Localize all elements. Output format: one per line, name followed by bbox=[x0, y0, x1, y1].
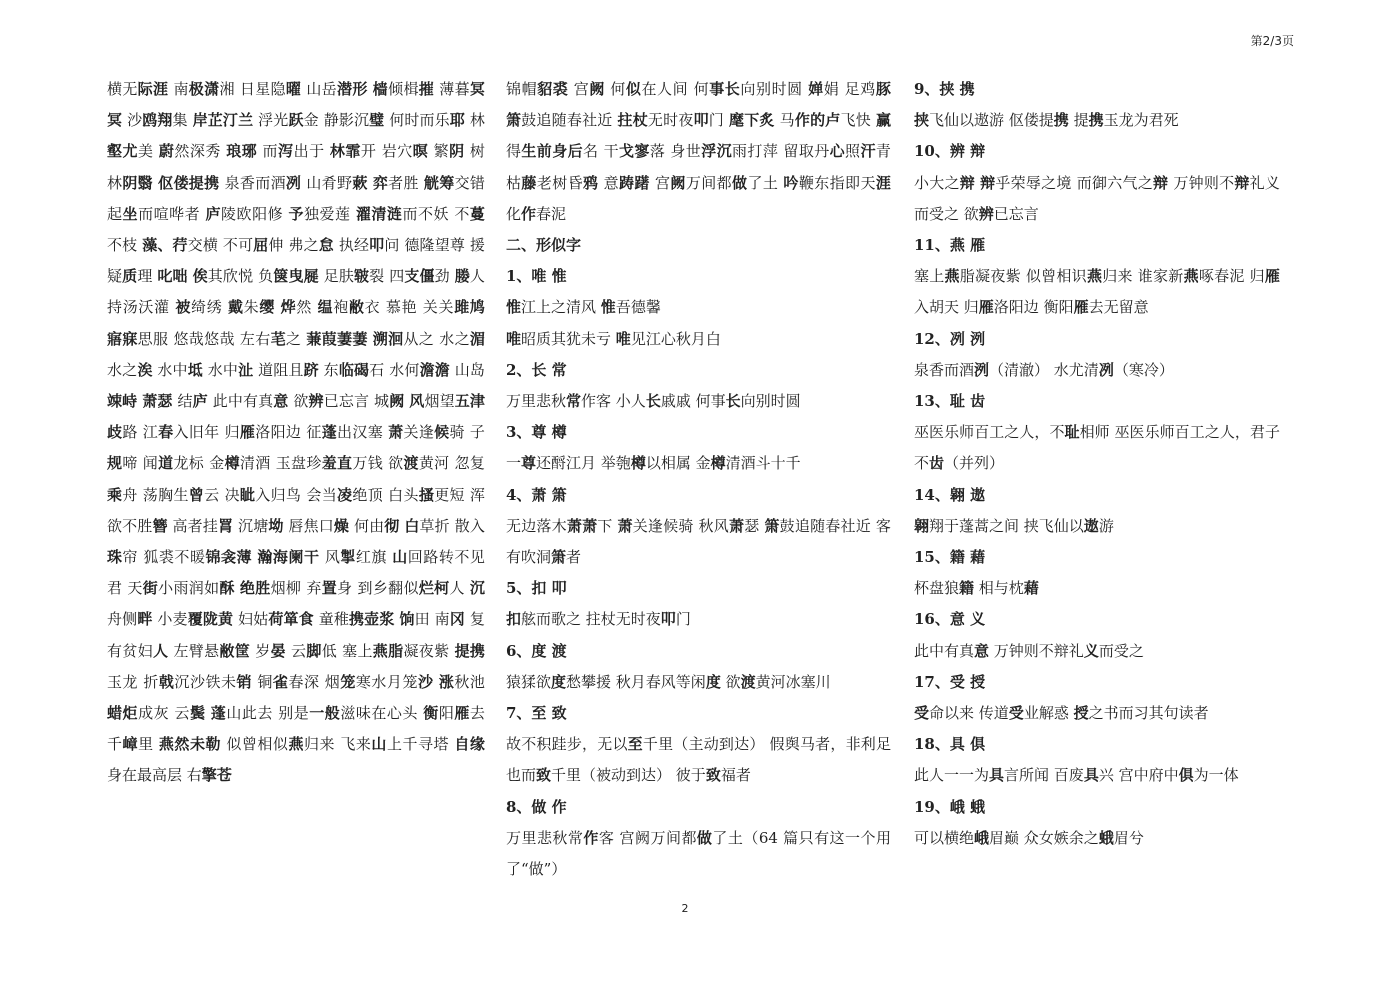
section-heading: 12、冽 洌 bbox=[914, 329, 986, 348]
text-paragraph: 泉香而酒洌（清澈） 水尤清冽（寒冷） bbox=[914, 360, 1174, 379]
text-paragraph: 塞上燕脂凝夜紫 似曾相识燕归来 谁家新燕啄春泥 归雁入胡天 归雁洛阳边 衡阳雁去无留意 bbox=[914, 267, 1280, 317]
section-heading: 16、意 义 bbox=[914, 610, 986, 629]
column-3 bbox=[914, 74, 1280, 854]
text-paragraph: 锦帽貂裘 宫阙 何似在人间 何事长向别时圆 婵娟 足鸡豚 箫鼓追随春社近 拄杖无时夜叩门 麾下炙 马作的卢飞快 赢得生前身后名 干戈寥落 身世浮沉雨打萍 留取丹心照汗青 枯藤老树昏鸦 意踌躇 宫阙万间都做了土 吟鞭东指即天涯 化作春泥 bbox=[506, 80, 891, 223]
section-heading: 2、长 常 bbox=[506, 360, 567, 379]
section-heading: 10、辨 辩 bbox=[914, 142, 986, 161]
text-paragraph: 惟江上之清风 惟吾德馨 bbox=[506, 298, 661, 317]
section-heading: 9、挟 携 bbox=[914, 80, 975, 98]
section-heading: 17、受 授 bbox=[914, 672, 986, 691]
section-heading: 8、做 作 bbox=[506, 797, 567, 816]
text-paragraph: 可以横绝峨眉巅 众女嫉余之蛾眉兮 bbox=[914, 828, 1144, 847]
section-heading: 11、燕 雁 bbox=[914, 236, 986, 255]
page-indicator: 第2/3页 bbox=[1250, 34, 1294, 48]
text-paragraph: 唯昭质其犹未亏 唯见江心秋月白 bbox=[506, 329, 721, 348]
page-number: 2 bbox=[681, 902, 689, 915]
section-heading: 3、尊 樽 bbox=[506, 423, 567, 442]
text-paragraph: 无边落木萧萧下 萧关逢候骑 秋风萧瑟 箫鼓追随春社近 客有吹洞箫者 bbox=[506, 516, 891, 567]
section-heading: 1、唯 惟 bbox=[506, 267, 567, 286]
text-paragraph: 受命以来 传道受业解惑 授之书而习其句读者 bbox=[914, 704, 1209, 723]
section-heading: 6、度 渡 bbox=[506, 641, 567, 660]
text-paragraph: 挟飞仙以遨游 伛偻提携 提携玉龙为君死 bbox=[914, 111, 1179, 130]
section-heading: 15、籍 藉 bbox=[914, 548, 986, 567]
text-paragraph: 杯盘狼籍 相与枕藉 bbox=[914, 579, 1039, 598]
text-paragraph: 万里悲秋常作客 小人长戚戚 何事长向别时圆 bbox=[506, 392, 801, 411]
section-heading: 5、扣 叩 bbox=[506, 579, 567, 598]
section-heading: 14、翱 遨 bbox=[914, 485, 986, 504]
section-heading: 4、萧 箫 bbox=[506, 485, 567, 504]
text-paragraph: 此人一一为具言所闻 百废具兴 宫中府中俱为一体 bbox=[914, 766, 1239, 785]
column-1 bbox=[107, 74, 485, 792]
section-heading: 7、至 致 bbox=[506, 704, 567, 723]
text-paragraph: 此中有真意 万钟则不辩礼义而受之 bbox=[914, 641, 1144, 660]
text-paragraph: 扣舷而歌之 拄杖无时夜叩门 bbox=[506, 610, 691, 629]
text-paragraph: 翱翔于蓬蒿之间 挟飞仙以遨游 bbox=[914, 516, 1114, 535]
text-paragraph: 一尊还酹江月 举匏樽以相属 金樽清酒斗十千 bbox=[506, 454, 801, 473]
column-2 bbox=[506, 74, 891, 885]
section-heading: 二、形似字 bbox=[506, 236, 582, 255]
text-paragraph: 猿猱欲度愁攀援 秋月春风等闲度 欲渡黄河冰塞川 bbox=[506, 672, 831, 691]
text-paragraph: 巫医乐师百工之人，不耻相师 巫医乐师百工之人，君子不齿（并列） bbox=[914, 423, 1280, 473]
section-heading: 19、峨 蛾 bbox=[914, 797, 986, 816]
text-paragraph: 横无际涯 南极潇湘 日星隐曜 山岳潜形 樯倾楫摧 薄暮冥冥 沙鸥翔集 岸芷汀兰 浮光跃金 静影沉璧 何时而乐耶 林壑尤美 蔚然深秀 琅琊 而泻出于 林霏开 岩穴暝 繁阴 树林阴翳 伛偻提携 泉香而酒冽 山肴野蔌 弈者胜 觥筹交错 起坐而喧哗者 庐陵欧阳修 予独爱莲 濯清涟而不妖 不蔓不枝 藻、荇交横 不可屈伸 弗之怠 执经叩问 德隆望尊 援疑质理 叱咄 俟其欣悦 负箧曳屣 足肤皲裂 四支僵劲 媵人持汤沃灌 被绮绣 戴朱缨 烨然 缊袍敝衣 慕艳 关关雎鸠 寤寐思服 悠哉悠哉 左右芼之 蒹葭萋萋 溯洄从之 水之湄 水之涘 水中坻 水中沚 道阻且跻 东临碣石 水何澹澹 山岛竦峙 萧瑟 结庐 此中有真意 欲辨已忘言 城阙 风烟望五津 歧路 江春入旧年 归雁洛阳边 征蓬出汉塞 萧关逢候骑 子规啼 闻道龙标 金樽清酒 玉盘珍羞直万钱 欲渡黄河 忽复乘舟 荡胸生曾云 决眦入归鸟 会当凌绝顶 白头搔更短 浑欲不胜簪 高者挂罥 沉塘坳 唇焦口燥 何由彻 白草折 散入珠帘 狐裘不暖锦衾薄 瀚海阑干 风掣红旗 山回路转不见君 天街小雨润如酥 绝胜烟柳 弃置身 到乡翻似烂柯人 沉舟侧畔 小麦覆陇黄 妇姑荷箪食 童稚携壶浆 饷田 南冈 复有贫妇人 左臂悬敝筐 岁晏 云脚低 塞上燕脂凝夜紫 提携玉龙 折戟沉沙铁未销 铜雀春深 烟笼寒水月笼沙 涨秋池 蜡炬成灰 云鬓 蓬山此去 别是一般滋味在心头 衡阳雁去 千嶂里 燕然未勒 似曾相似燕归来 飞来山上千寻塔 自缘身在最高层 右擎苍 bbox=[107, 80, 485, 785]
section-heading: 18、具 俱 bbox=[914, 735, 986, 754]
text-paragraph: 万里悲秋常作客 宫阙万间都做了土（64 篇只有这一个用了“做”） bbox=[506, 828, 891, 879]
section-heading: 13、耻 齿 bbox=[914, 392, 986, 411]
text-paragraph: 小大之辩 辩乎荣辱之境 而御六气之辩 万钟则不辩礼义而受之 欲辨已忘言 bbox=[914, 173, 1280, 223]
text-paragraph: 故不积跬步，无以至千里（主动到达） 假舆马者，非利足也而致千里（被动到达） 彼于致福者 bbox=[506, 735, 891, 785]
